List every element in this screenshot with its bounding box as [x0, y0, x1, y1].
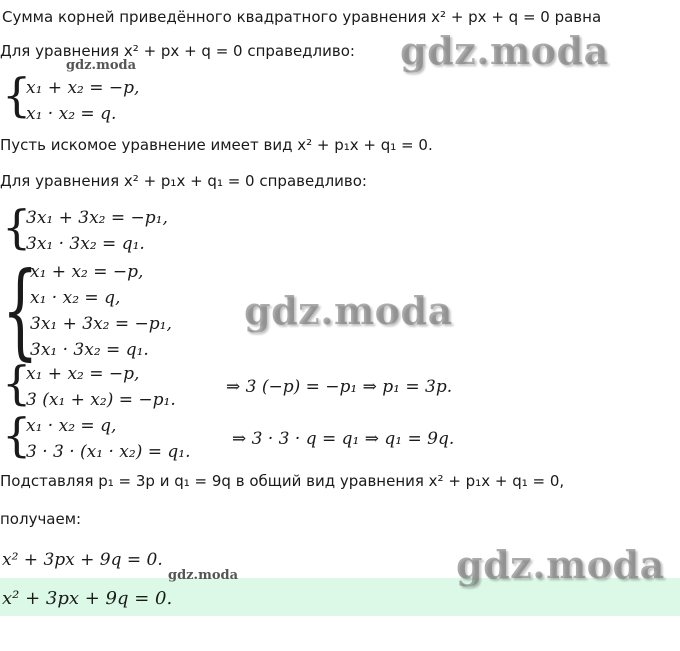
- condition-line-2: Для уравнения x² + p₁x + q₁ = 0 справедливо:: [0, 172, 367, 190]
- system-brace: {: [2, 408, 32, 462]
- system3-eq3: 3x₁ + 3x₂ = −p₁,: [30, 314, 172, 334]
- system2-eq2: 3x₁ · 3x₂ = q₁.: [26, 234, 145, 254]
- system5-eq2: 3 · 3 · (x₁ · x₂) = q₁.: [26, 442, 191, 462]
- system2-eq1: 3x₁ + 3x₂ = −p₁,: [26, 208, 168, 228]
- system4-eq2: 3 (x₁ + x₂) = −p₁.: [26, 390, 176, 410]
- system-brace: {: [2, 200, 32, 254]
- system3-eq1: x₁ + x₂ = −p,: [30, 262, 144, 282]
- system5-eq1: x₁ · x₂ = q,: [26, 416, 117, 436]
- system1-eq1: x₁ + x₂ = −p,: [26, 78, 140, 98]
- system-brace: {: [2, 68, 32, 122]
- system5-result: ⇒ 3 · 3 · q = q₁ ⇒ q₁ = 9q.: [232, 429, 455, 449]
- intro-line: Сумма корней приведённого квадратного уравнения x² + px + q = 0 равна: [2, 8, 602, 26]
- system4-eq1: x₁ + x₂ = −p,: [26, 364, 140, 384]
- system3-eq2: x₁ · x₂ = q,: [30, 288, 121, 308]
- watermark-small: gdz.moda: [168, 568, 239, 583]
- assumption-line: Пусть искомое уравнение имеет вид x² + p₁x + q₁ = 0.: [0, 136, 433, 154]
- substitution-line: Подставляя p₁ = 3p и q₁ = 9q в общий вид уравнения x² + p₁x + q₁ = 0,: [0, 472, 565, 490]
- system3-eq4: 3x₁ · 3x₂ = q₁.: [30, 340, 149, 360]
- watermark-small: gdz.moda: [66, 58, 137, 73]
- system4-result: ⇒ 3 (−p) = −p₁ ⇒ p₁ = 3p.: [226, 377, 453, 397]
- watermark-logo: gdz.moda: [244, 288, 453, 333]
- condition-line-1: Для уравнения x² + px + q = 0 справедливо:: [0, 42, 355, 60]
- answer-equation: x² + 3px + 9q = 0.: [2, 588, 173, 609]
- watermark-logo: gdz.moda: [400, 28, 609, 73]
- result-equation: x² + 3px + 9q = 0.: [2, 550, 163, 570]
- result-intro: получаем:: [0, 510, 82, 528]
- system-brace: {: [2, 249, 39, 371]
- watermark-logo: gdz.moda: [456, 542, 665, 587]
- system-brace: {: [2, 356, 32, 410]
- system1-eq2: x₁ · x₂ = q.: [26, 104, 117, 124]
